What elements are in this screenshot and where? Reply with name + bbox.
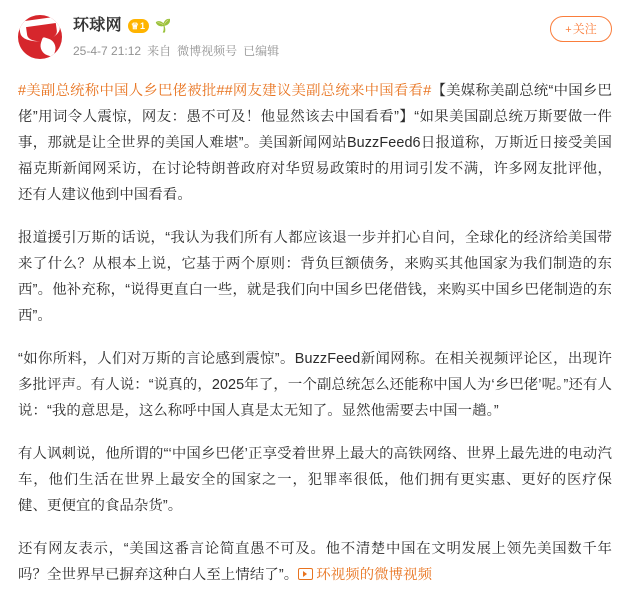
edited-label: 已编辑 <box>243 44 280 58</box>
post-paragraph-3: “如你所料，人们对万斯的言论感到震惊”。BuzzFeed新闻网称。在相关视频评论区，出现许多批评声。有人说：“说真的，2025年了，一个副总统怎么还能称中国人为‘乡巴佬’呢。”还有人说：“我的意思是，这么称呼中国人真是太无知了。显然他需要去中国一趟。” <box>18 351 612 419</box>
topic-link-1[interactable]: #美副总统称中国人乡巴佬被批# <box>18 83 225 99</box>
post-meta <box>73 14 279 59</box>
verified-badge[interactable] <box>128 19 149 33</box>
follow-button[interactable] <box>550 16 612 42</box>
paragraph-text-5: 还有网友表示，“美国这番言论简直愚不可及。他不清楚中国在文明发展上领先美国数千年吗？全世界早已摒弃这种白人至上情结了”。 <box>18 541 612 583</box>
source-prefix: 来自 <box>147 44 172 58</box>
paragraph-text-1: 【美媒称美副总统“中国乡巴佬”用词令人震惊，网友：愚不可及！他显然该去中国看看”】“如果美国副总统万斯要做一件事，那就是让全世界的美国人难堪”。美国新闻网站BuzzFeed6日报道称，万斯近日接受美国福克斯新闻网采访，在讨论特朗普政府对华贸易政策时的用词引发不满，许多网友批评他，还有人建议他到中国看看。 <box>18 83 613 203</box>
post-subinfo <box>73 43 279 59</box>
sprout-icon[interactable]: 🌱 <box>155 17 172 33</box>
video-icon <box>298 568 313 580</box>
post-header <box>18 14 612 70</box>
account-name[interactable]: 环球网 <box>73 16 122 34</box>
video-link[interactable] <box>298 567 432 583</box>
verified-level: 1 <box>139 20 145 31</box>
topic-link-2[interactable]: #网友建议美副总统来中国看看# <box>224 83 432 99</box>
crown-icon: ♕ <box>130 20 139 31</box>
post-paragraph-2: 报道援引万斯的话说，“我认为我们所有人都应该退一步并扪心自问，全球化的经济给美国带来了什么？从根本上说，它基于两个原则：背负巨额债务，来购买其他国家为我们制造的东西”。他补充称，“说得更直白一些，就是我们向中国乡巴佬借钱，来购买中国乡巴佬制造的东西”。 <box>18 230 612 324</box>
account-name-row <box>73 15 279 36</box>
post-paragraph-4: 有人讽刺说，他所谓的“‘中国乡巴佬’正享受着世界上最大的高铁网络、世界上最先进的电动汽车，他们生活在世界上最安全的国家之一，犯罪率很低，他们拥有更实惠、更好的医疗保健、更便宜的食品杂货”。 <box>18 446 612 514</box>
post-paragraph-5 <box>18 536 612 588</box>
post-content <box>18 78 612 588</box>
follow-label: 关注 <box>572 22 597 36</box>
post-source[interactable]: 微博视频号 <box>177 44 238 58</box>
video-link-label: 环视频的微博视频 <box>316 567 433 583</box>
plus-icon: + <box>565 24 572 36</box>
post-timestamp: 25-4-7 21:12 <box>73 44 142 58</box>
post-paragraph-1 <box>18 78 612 208</box>
avatar[interactable] <box>18 15 62 59</box>
